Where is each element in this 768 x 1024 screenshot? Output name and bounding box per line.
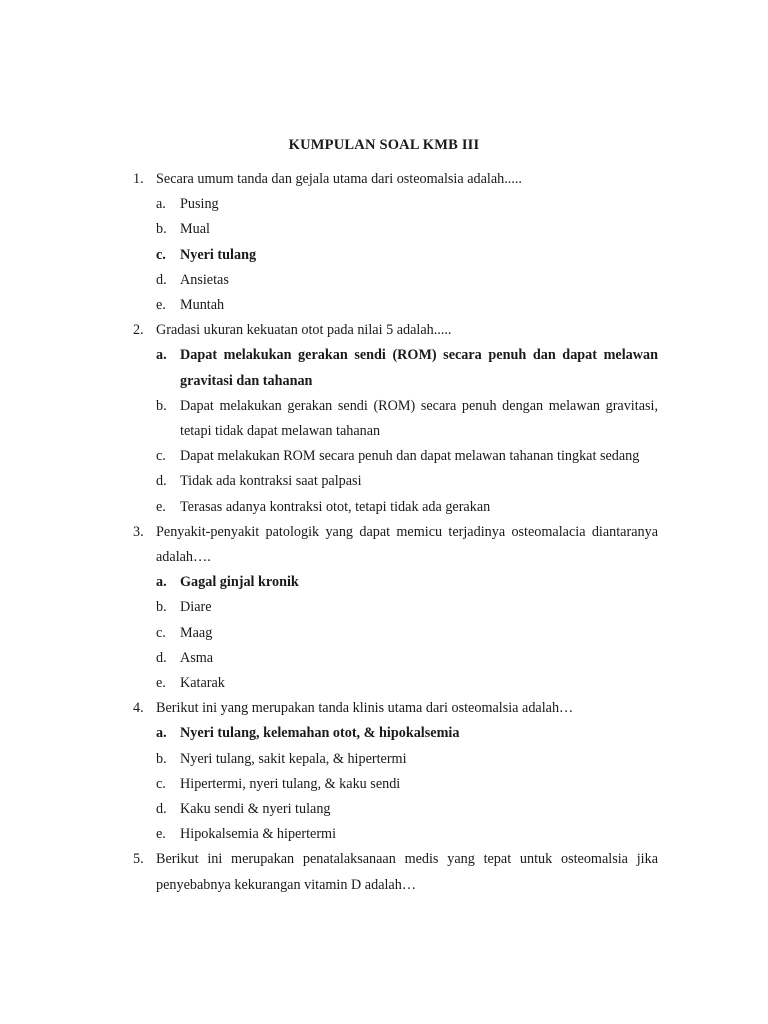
answer-option-correct — [0, 721, 658, 746]
question-stem — [0, 847, 658, 897]
answer-option — [0, 646, 658, 671]
answer-option — [0, 394, 658, 444]
question-text: Secara umum tanda dan gejala utama dari osteomalsia adalah..... — [156, 171, 522, 187]
option-letter: d. — [156, 271, 167, 288]
option-text: Nyeri tulang, sakit kepala, & hipertermi — [180, 750, 407, 767]
answer-option — [0, 671, 658, 696]
option-letter: b. — [156, 221, 167, 238]
question-stem — [0, 696, 658, 721]
question-number: 1. — [133, 171, 144, 187]
question-number: 2. — [133, 322, 144, 339]
page-title: KUMPULAN SOAL KMB III — [288, 137, 480, 153]
question-number: 3. — [133, 523, 144, 540]
answer-option-correct — [0, 570, 658, 595]
question-3 — [0, 520, 768, 696]
answer-option — [0, 495, 658, 520]
answer-option — [0, 444, 658, 469]
option-text: Diare — [180, 599, 212, 616]
question-text: Berikut ini merupakan penatalaksanaan medis yang tepat untuk osteomalsia jika penyebabnya kekurangan vitamin D adalah… — [156, 851, 658, 893]
option-letter: c. — [156, 246, 166, 263]
option-letter: a. — [156, 574, 167, 591]
question-text: Penyakit-penyakit patologik yang dapat memicu terjadinya osteomalacia diantaranya adalah…. — [156, 523, 658, 566]
option-letter: d. — [156, 649, 167, 666]
answer-option — [0, 621, 658, 646]
answer-option — [0, 595, 658, 620]
option-text: Nyeri tulang — [180, 246, 257, 263]
question-4 — [0, 696, 768, 847]
option-letter: a. — [156, 725, 167, 742]
option-letter: e. — [156, 675, 166, 692]
option-text: Katarak — [180, 675, 225, 692]
answer-option — [0, 797, 658, 822]
option-letter: b. — [156, 750, 167, 767]
option-text: Muntah — [180, 297, 225, 314]
answer-option — [0, 293, 658, 318]
answer-option — [0, 192, 658, 217]
answer-option — [0, 747, 658, 772]
question-list — [0, 167, 768, 898]
option-text: Kaku sendi & nyeri tulang — [180, 801, 331, 818]
answer-option — [0, 469, 658, 494]
answer-option — [0, 217, 658, 242]
option-letter: e. — [156, 297, 166, 314]
question-stem — [0, 318, 658, 343]
question-stem — [0, 520, 658, 570]
answer-option — [0, 822, 658, 847]
option-letter: c. — [156, 448, 166, 465]
option-letter: c. — [156, 775, 166, 792]
answer-option-correct — [0, 343, 658, 393]
option-letter: d. — [156, 473, 167, 490]
answer-option — [0, 772, 658, 797]
option-text: Hipokalsemia & hipertermi — [180, 826, 337, 843]
option-text: Dapat melakukan gerakan sendi (ROM) secara penuh dan dapat melawan gravitasi dan tahanan — [180, 347, 658, 389]
option-text: Ansietas — [180, 271, 229, 288]
option-text: Maag — [180, 624, 213, 641]
option-letter: e. — [156, 826, 166, 843]
option-text: Gagal ginjal kronik — [180, 574, 299, 591]
answer-option-correct — [0, 243, 658, 268]
question-stem — [0, 167, 658, 192]
question-2 — [0, 318, 768, 520]
question-text: Gradasi ukuran kekuatan otot pada nilai 5 adalah..... — [156, 322, 452, 339]
option-text: Dapat melakukan gerakan sendi (ROM) secara penuh dengan melawan gravitasi, tetapi tidak dapat melawan tahanan — [180, 397, 658, 440]
option-text: Mual — [180, 221, 210, 238]
question-1 — [0, 167, 768, 318]
option-text: Terasas adanya kontraksi otot, tetapi tidak ada gerakan — [180, 498, 491, 515]
option-letter: c. — [156, 624, 166, 641]
option-letter: e. — [156, 498, 166, 515]
option-letter: a. — [156, 347, 167, 364]
question-text: Berikut ini yang merupakan tanda klinis utama dari osteomalsia adalah… — [156, 700, 574, 717]
option-letter: a. — [156, 196, 166, 213]
question-number: 5. — [133, 851, 144, 868]
answer-option — [0, 268, 658, 293]
question-5 — [0, 847, 768, 897]
option-text: Nyeri tulang, kelemahan otot, & hipokalsemia — [180, 725, 460, 742]
option-text: Dapat melakukan ROM secara penuh dan dapat melawan tahanan tingkat sedang — [180, 448, 640, 465]
option-text: Asma — [180, 649, 214, 666]
option-letter: b. — [156, 397, 167, 414]
question-number: 4. — [133, 700, 144, 717]
option-text: Pusing — [180, 196, 219, 213]
option-letter: d. — [156, 801, 167, 818]
option-text: Tidak ada kontraksi saat palpasi — [180, 473, 362, 490]
option-text: Hipertermi, nyeri tulang, & kaku sendi — [180, 775, 401, 792]
option-letter: b. — [156, 599, 167, 616]
